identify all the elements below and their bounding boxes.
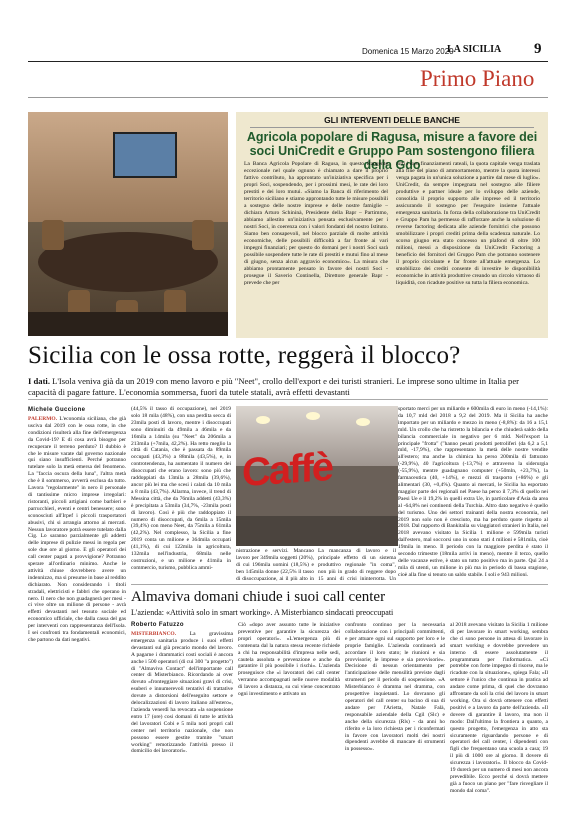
banks-col-2: tutti i loro finanziamenti rateali, la quota capitale venga traslata alla fine del piano di ammortamento, mentre la quota interessi venga pagata in un'unica soluzione a partire dal mese di luglio». UniCredit, da sempre impegnata nel sostegno alle filiere produttive e partner ideale per lo sviluppo delle aziende, consolida il proprio supporto alle imprese ed il territorio assicurando il sostegno per l'eseguire insieme l'attuale emergenza sanitaria. In forza della collaborazione tra UniCredit e Gruppo Pam ha permesso di rafforzare anche la soluzione di reverse factoring dedicata alle aziende fornitrici che possono smobilizzare i propri crediti prima della scadenza naturale. Lo scorso giugno era stato concesso un plafond di oltre 100 milioni, messi a disposizione da UniCredit Factoring a beneficio dei fornitori del Gruppo Pam che potranno sostenere il proprio circolante e far fronte all'attuale emergenza. Lo smobilizzo dei crediti consente di investire le disponibilità economiche in attività produttive creando un circolo virtuoso di liquidità, con ricadute positive su tutta la filiera economica.: [396, 161, 540, 286]
banks-col-1: La Banca Agricola Popolare di Ragusa, in questo frangente eccezionale nel quale ognuno è chiamato a dare il proprio fattivo contributo, ha approntato un'iniziativa specifica per i propri Soci, sospendendo, per i prossimi mesi, le rate dei loro prestiti e dei loro mutui. «Siamo la Banca di riferimento del territorio siciliano e stiamo approntando tutte le misure possibili a sostegno delle nostre imprese e delle nostre famiglie – dichiara Arturo Schininà, Presidente della Bapr – Partimmo, abbiamo allestito un'iniziativa pensata esclusivamente per i nostri Soci, in coerenza con i valori fondanti del nostro Istituto. Siamo ben consapevoli, nel blocco parziale di molte attività economiche, delle possibili difficoltà a far fronte ai vari impegni finanziari; per questo do domani per i nostri Soci sarà possibile sospendere tutte le rate di prestiti e mutui fino al mese di giugno, senza alcun aggravio economico». La misura che abbiamo prontamente pensato in favore dei nostri Soci - prosegue il Saverio Continella, Direttore generale Bapr - prevede che per: [244, 161, 388, 286]
main-col-right: sportato merci per un miliardo e 600mila di euro in meno (-14,1%): da 10,7 mld del 2018 a 9,2 del 2019. Ma il Sicilia ha anche importato per un miliardo e mezzo in meno (-8,8%): da 16 a 15,1 mld. Un crollo che ha ristretto la bilancia e che chiuderà saldo della bilancia commerciale in negativo per 6 mld. Nell'export la principale "frotta" ("hanno pesati prodotti petroliferi (da 6,2 a 5,1 mld, -17,9%), che rappresentano la metà delle nostre vendite all'estero; ma anche la chimica ha perso 200mila di fatturato (-29,9%), 40 l'agricoltura (-13,7%) e attraverso la siderurgia (-55,9%), mentre guadagnano computer (+50mln, +23,7%), la farmaceutica (40, +14%), e mezzi di trasporto (+86%) e gli alimentari (30, +0,4%). Quanto ai mercati, le Sicilia ha esportato maggior parte dei regionali nel Paese ha perso il 7,3% di quello nei Paesi Ue e il 19,2% in quelli extra Ue, in particolare d'Asia da area al -64,8% nei continenti della Turchia. Altro dato negativo è quello del turismo. Uno dei settori trainanti della nostra economia, nel 2019 non solo non è cresciuto, ma ha perduto quote rispetto al 2018. Dal rapporto di Bankitalia su viaggiatori stranieri in Italia, nel 2018 avevano visitato la Sicilia 1 milione e 599mila turisti dall'estero, mal soccorsi uno in sono stati 4 milioni e 581mila, cioè 19mila in meno. Il periodo con la maggiore perdita è stato il secondo trimestre (18mila arrivi in meno), mentre il terzo, quello delle vacanze estive, è stato un tutto positivo ma in parte. Qui 24 a mila di utenti, un milione in più ma in periodo di bassa stagione, cioè alla fine si tenuto un saldo stabile. I soli e 943 milioni.: [398, 406, 548, 578]
main-headline: Sicilia con le ossa rotte, reggerà il blocco?: [28, 342, 461, 369]
second-story-rule: [131, 584, 548, 585]
second-headline: Almaviva domani chiude i suoi call center: [131, 589, 386, 605]
kicker-rule: [250, 127, 534, 128]
main-col-1-text: L'economia siciliana, che già usciva dal 2019 con le ossa rotte, in che condizioni risulterà alla fine dell'emergenza da Covid-19? E di cosa avrà bisogno per recuperare il terreno perduto? Il dubbio è che le misure varate dal governo nazionale qui siano insufficienti. Perché potranno tutelare solo la metà emersa del fenomeno. La "faccia oscura della luna", l'altra metà che è il sommerso, avverrà esclusa da tutto. Lavora "regolarmente" in nero il personale di tantissime micro imprese irregolari: ristoranti, piccoli artigiani come barbieri e parrucchieri, eventi e centri benessere; sono sconosciuti all'Irpef i piccoli trasportatori abusivi, chi si arrangia attorno ai mercati. Nessun lavoratore potrà essere tutelato dalla Cig. Lo saranno parzialmente gli addetti delle imprese di pulizie messi in regola per sole due ore al giorno. E gli operatori dei call center pagati a provvigione? Potranno sperare all'ordinario minimo. Anche le attività chiuse dovrebbero avere un indennizzo, ma si presume in base al reddito dichiarato. Non considerando i titoli stradali, elettricisti e fabbri che operano in nero. Il nero che non guadagnerà per mesi - ci vive oltre un milione di persone - avrà effetti devastanti nel tessuto sociale ed economico ufficiale, che dalla cassa del gas per interventi con rappresentanza dell'Isola. I sei confronti tra fondamentali economici, che partono da dati negativi.: [28, 416, 126, 643]
meeting-room-photo: [28, 112, 228, 336]
summary-lead: I dati.: [28, 376, 50, 386]
main-col-4: La mancanza di lavoro e il principale effetto di un sistema produttivo regionale "in coma", non più in grado di reggere dopo 15 anni di crisi ininterrotta. Un: [318, 548, 396, 582]
section-title: Primo Piano: [420, 66, 535, 91]
cafe-photo: [236, 406, 398, 546]
second-dateline: MISTERBIANCO.: [131, 631, 177, 637]
issue-date: Domenica 15 Marzo 2020: [362, 47, 454, 56]
main-col-3: nistrazione e servizi. Mancano lavoro per 349mila soggetti (20%), di cui 196mila uomini (18,5%) e ben 145mila donne (22,5% il tasso di disoccupazione, ai il più alto in: [236, 548, 314, 582]
main-summary: [28, 376, 548, 398]
main-col-2: (44,5% il tasso di occupazione), nel 2019 solo 18 mila (48%), con una perdita secca di 23mila posti di lavoro, mentre i disoccupati sono diminuiti da 49mila a 46mila e da 16mila a 14mila (su "Neet" da 206mila a 213mila (+7mila, 42,2%). Ha retto meglio la città di Catania, che è passata da 89mila occupati (43,3%) a 88mila (43,5%), e, in controtendenza, ha aumentato il numero dei disoccupati che erano lavoro: sono più che raddoppiati da 13mila a 28mila (39,6%), ancor più lei ma che scesi i calati da 10 mila a 8 mila (43,7%). Allarma, invece, il trend di Messina città, che da 76mila addetti (43,3%) è precipitata a 53mila (34,7%, -23mila posti di lavoro). Così è più che raddoppiato il numero di disoccupati, da 6mila a 15mila (39,4%) con meno Neet, da 75mila a 61mila (42,2%). Nel complesso, la Sicilia a fine 2019 conta un milione e 364mila occupati (41,1%), di cui 122mila in agricoltura, 132mila nell'industria, 68mila nelle costruzioni, e un milione e 41mila in commercio, turismo, pubblica ammi-: [131, 406, 231, 571]
second-col-4: al 2018 avevano visitato la Sicilia 1 milione di per lavorare in smart working, sembra che ci sono persone in attesa di lavorare in smart working e dovrebbe prevedere un interno di essere assolutamente il programmata per l'informatica. «Ci potrebbe con forte impegno di risorse, ma le ricadute con la situazione», spiega Fala; «Il settore è l'unico che continua in pratica ad andare come prima, di quel che dovranno affrontare da soli la crisi del lavoro in smart working. Ora si dovrà ottenere con effetti positivi e a lavoro da parte dell'azienda. «Il dovere di garantire il lavoro, ma non il modo: Dall'ultimo la frontiera a quanto, a questo progetto, l'emergenza in atto sta sicuramente riguardando persone e di operatori del call center, i dipendenti con figli che frequentano una scuola a casa; 19 il più di 1000 ore al giorno. Il dovere di sicurezza i lavoratori». Il blocco da Covid-19 durerà per un numero di mesi non ancora prevedibile. Ecco perché si dovrà mettere già a fuoco un piano per "fare risvegliare il mondo dal coma".: [450, 622, 548, 794]
second-col-3: confronto continuo per la necessaria collaborazione con i principali committenti, e per attuare ogni sul supporto per loro e le proprie famiglie. L'azienda continuerà ad accordare il loro stato; le riunioni e sia provvisorie; le imprese e sia provvisorie». Decisione di nessun orientamento per l'anticipazione delle mensilità previste dagli strumenti per il periodo di sospensione. «A Misterbianco è dramma nel dramma, con prospettive inquietanti. Lo dovranno gli operatori del call center su bacino di sua di andare per l'Arietta, Natale Falà, responsabile aziendale della Cgil (Slc) e anche della sicurezza (Rls) - da anni ho riferito e la loro richiesta per i riconfermati in favore con lavoratori molti dei nostri dipendenti avrebbe di mancare di strumenti in possesso».: [345, 622, 445, 753]
main-col-1: [28, 416, 126, 812]
banks-title: Agricola popolare di Ragusa, misure a favore dei soci UniCredit e Gruppo Pam sostengono filiera della Gdo: [246, 130, 538, 172]
second-summary: L'azienda: «Attività solo in smart working». A Misterbianco sindacati preoccupati: [131, 608, 394, 617]
header-rule: [28, 61, 548, 62]
paper-name: LA SICILIA: [447, 44, 502, 55]
second-col-1-text: La gravissima emergenza sanitaria produce i suoi effetti devastanti sul già precario mondo del lavoro. A pagarne i drammatici costi sociali è ancora anche i 500 operatori (di cui 300 "a progetto") di "Almaviva Contact" dell'importante call center di Misterbianco. Ricordando ai over dovuto «fronteggiare situazioni gravi di crisi, esuberi e innumerevoli tentativi di trattative dovute a distorsioni dell'eseguito settore e delocalizzazioni di lavoro italiano all'estero», l'azienda venerdì ha revocata «la sospensione entro 17 (ore) cosi domani di tutte le attività del lavoratori Cobi e 5 mila noti propri call center nel territorio nazionale, che non possono essere gestite tramite "smart working" remotizzando l'attività presso il domicilio dei lavoratori».: [131, 631, 233, 755]
second-col-2: Ciò «dopo aver assunto tutte le iniziative preventive per garantire la sicurezza dei propri operatori». «L'emergenza più di contenuta dal la natura stessa recente richiede a chi ha responsabilità d'impresa nelle sedi, cautela assoluta e prevenzione e anche da garantire il più possibile i rischi». L'azienda proseguisce che «i lavoratori dei call center verranno accompagnati nelle nuove modalità di lavoro a distanza, su cui viene concentrato ogni investimento e attivato un: [238, 622, 340, 698]
cafe-sign: Caffè: [242, 444, 333, 496]
summary-rule: [28, 399, 548, 400]
second-byline: Roberto Fatuzzo: [131, 622, 184, 628]
main-dateline: PALERMO.: [28, 416, 58, 422]
section-rule: [28, 97, 548, 98]
second-col-1: [131, 631, 233, 812]
main-byline: Michele Guccione: [28, 407, 86, 413]
summary-text: L'Isola veniva già da un 2019 con meno lavoro e più "Neet", crollo dell'export e dei turisti stranieri. Le imprese sono ultime in Italia per capacità di pagare fatture. L'economia sommersa, fuori da tutele statali, avrà effetti devastanti: [28, 376, 520, 397]
page-number: 9: [534, 41, 542, 57]
banks-kicker: GLI INTERVENTI DELLE BANCHE: [324, 115, 460, 125]
